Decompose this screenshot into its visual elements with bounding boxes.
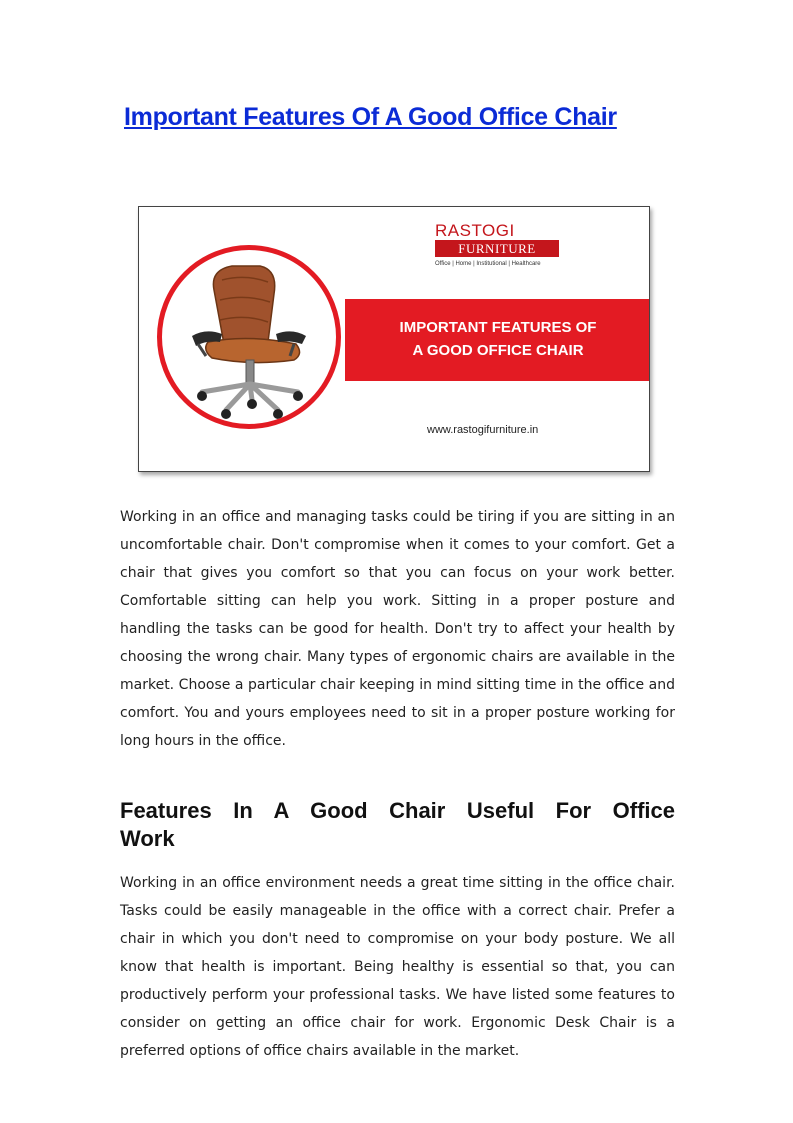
brand-subname: FURNITURE — [435, 240, 559, 257]
banner-website: www.rastogifurniture.in — [427, 424, 539, 436]
section-paragraph: Working in an office environment needs a great time sitting in the office chair. Tasks could be easily manageable in the office with a correct chair. Prefer a chair in which you don't need to compromise on your body posture. We all know that health is important. Being healthy is essential so that, you can productively perform your professional tasks. We have listed some features to consider on getting an office chair for work. Ergonomic Desk Chair is a preferred options of office chairs available in the market. — [120, 875, 675, 1059]
chair-image-circle — [157, 245, 341, 429]
banner-headline — [345, 316, 650, 362]
intro-paragraph: Working in an office and managing tasks could be tiring if you are sitting in an uncomfortable chair. Don't compromise when it comes to your comfort. Get a chair that gives you comfort so that you can focus on your work better. Comfortable sitting can help you work. Sitting in a proper posture and handling the tasks can be good for health. Don't try to affect your health by choosing the wrong chair. Many types of ergonomic chairs are available in the market. Choose a particular chair keeping in mind sitting time in the office and comfort. You and yours employees need to sit in a proper posture working for long hours in the office. — [120, 509, 675, 749]
banner-headline-line-2: A GOOD OFFICE CHAIR — [412, 342, 584, 359]
brand-name: RASTOGI — [435, 221, 515, 240]
banner-headline-line-1: IMPORTANT FEATURES OF — [399, 319, 597, 336]
page-title[interactable]: Important Features Of A Good Office Chair — [124, 103, 617, 131]
office-chair-illustration — [162, 250, 336, 424]
brand-tagline: Office | Home | Institutional | Healthcare — [435, 261, 541, 267]
article-banner-image — [138, 206, 650, 472]
section-heading: Features In A Good Chair Useful For Office Work — [120, 798, 675, 851]
